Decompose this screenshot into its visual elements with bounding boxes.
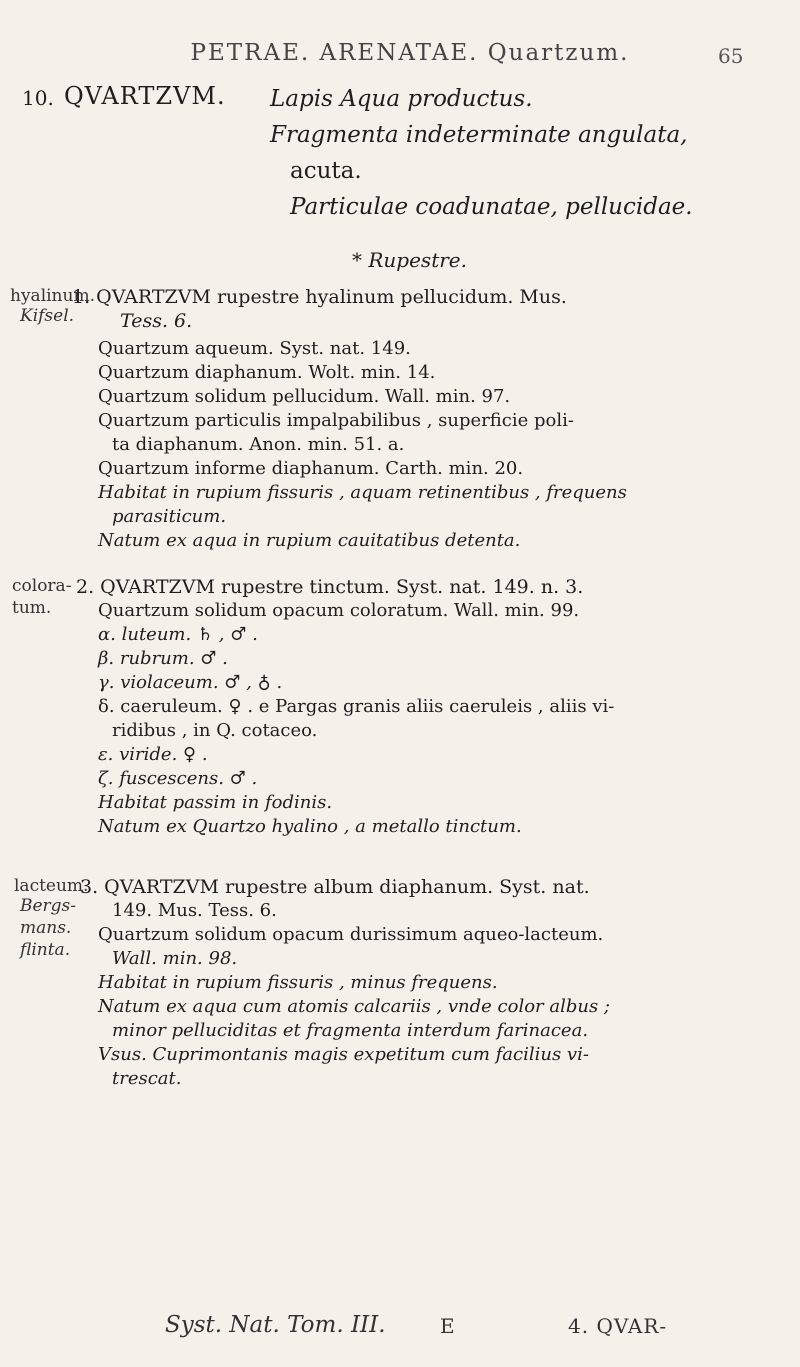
page-number: 65 bbox=[718, 44, 744, 68]
species-line: Tess. 6. bbox=[120, 310, 193, 332]
margin-note: tum. bbox=[12, 598, 52, 618]
species-line: ta diaphanum. Anon. min. 51. a. bbox=[112, 434, 405, 455]
genus-name: QVARTZVM. bbox=[64, 82, 226, 110]
species-line: Wall. min. 98. bbox=[112, 948, 238, 969]
genus-desc-3: acuta. bbox=[290, 158, 362, 184]
species-line: 2. QVARTZVM rupestre tinctum. Syst. nat. 149. n. 3. bbox=[76, 576, 584, 598]
species-line: 1. QVARTZVM rupestre hyalinum pellucidum. Mus. bbox=[72, 286, 567, 308]
species-line: ε. viride. ♀ . bbox=[98, 744, 208, 765]
genus-desc-2: Fragmenta indeterminate angulata, bbox=[270, 122, 688, 148]
margin-note: colora- bbox=[12, 576, 72, 596]
volume-signature: Syst. Nat. Tom. III. bbox=[165, 1312, 386, 1338]
species-line: Quartzum particulis impalpabilibus , superficie poli- bbox=[98, 410, 574, 431]
gathering-signature: E bbox=[440, 1314, 455, 1338]
species-line: 3. QVARTZVM rupestre album diaphanum. Syst. nat. bbox=[80, 876, 590, 898]
species-line: Quartzum aqueum. Syst. nat. 149. bbox=[98, 338, 411, 359]
margin-note: flinta. bbox=[20, 940, 71, 960]
species-line: Quartzum solidum opacum coloratum. Wall. min. 99. bbox=[98, 600, 580, 621]
margin-note: Bergs- bbox=[20, 896, 77, 916]
species-line: Quartzum informe diaphanum. Carth. min. 20. bbox=[98, 458, 524, 479]
running-title: PETRAE. ARENATAE. Quartzum. bbox=[190, 40, 630, 66]
species-line: 149. Mus. Tess. 6. bbox=[112, 900, 277, 921]
species-line: parasiticum. bbox=[112, 506, 227, 527]
species-line: Quartzum solidum opacum durissimum aqueo-lacteum. bbox=[98, 924, 604, 945]
genus-desc-4: Particulae coadunatae, pellucidae. bbox=[290, 194, 693, 220]
margin-note: mans. bbox=[20, 918, 72, 938]
species-line: ζ. fuscescens. ♂ . bbox=[98, 768, 258, 789]
species-line: Natum ex Quartzo hyalino , a metallo tinctum. bbox=[98, 816, 522, 837]
species-line: trescat. bbox=[112, 1068, 182, 1089]
species-line: δ. caeruleum. ♀ . e Pargas granis aliis caeruleis , aliis vi- bbox=[98, 696, 615, 717]
species-line: Natum ex aqua in rupium cauitatibus detenta. bbox=[98, 530, 521, 551]
species-line: Habitat in rupium fissuris , minus frequens. bbox=[98, 972, 498, 993]
margin-note: hyalinum. bbox=[10, 286, 95, 306]
species-line: ridibus , in Q. cotaceo. bbox=[112, 720, 318, 741]
species-line: γ. violaceum. ♂ , ♁ . bbox=[98, 672, 283, 693]
species-line: Quartzum diaphanum. Wolt. min. 14. bbox=[98, 362, 436, 383]
species-line: Vsus. Cuprimontanis magis expetitum cum facilius vi- bbox=[98, 1044, 589, 1065]
species-line: Habitat passim in fodinis. bbox=[98, 792, 333, 813]
species-line: minor pelluciditas et fragmenta interdum farinacea. bbox=[112, 1020, 589, 1041]
catchword: 4. QVAR- bbox=[568, 1314, 668, 1338]
margin-note: lacteum. bbox=[14, 876, 89, 896]
species-line: β. rubrum. ♂ . bbox=[98, 648, 228, 669]
species-line: Habitat in rupium fissuris , aquam retinentibus , frequens bbox=[98, 482, 627, 503]
species-line: Natum ex aqua cum atomis calcariis , vnde color albus ; bbox=[98, 996, 610, 1017]
section-heading: * Rupestre. bbox=[352, 248, 467, 272]
species-line: α. luteum. ♄ , ♂ . bbox=[98, 624, 258, 645]
margin-note: Kifsel. bbox=[20, 306, 75, 326]
species-line: Quartzum solidum pellucidum. Wall. min. 97. bbox=[98, 386, 511, 407]
genus-desc-1: Lapis Aqua productus. bbox=[270, 86, 533, 112]
genus-number: 10. bbox=[22, 86, 54, 110]
